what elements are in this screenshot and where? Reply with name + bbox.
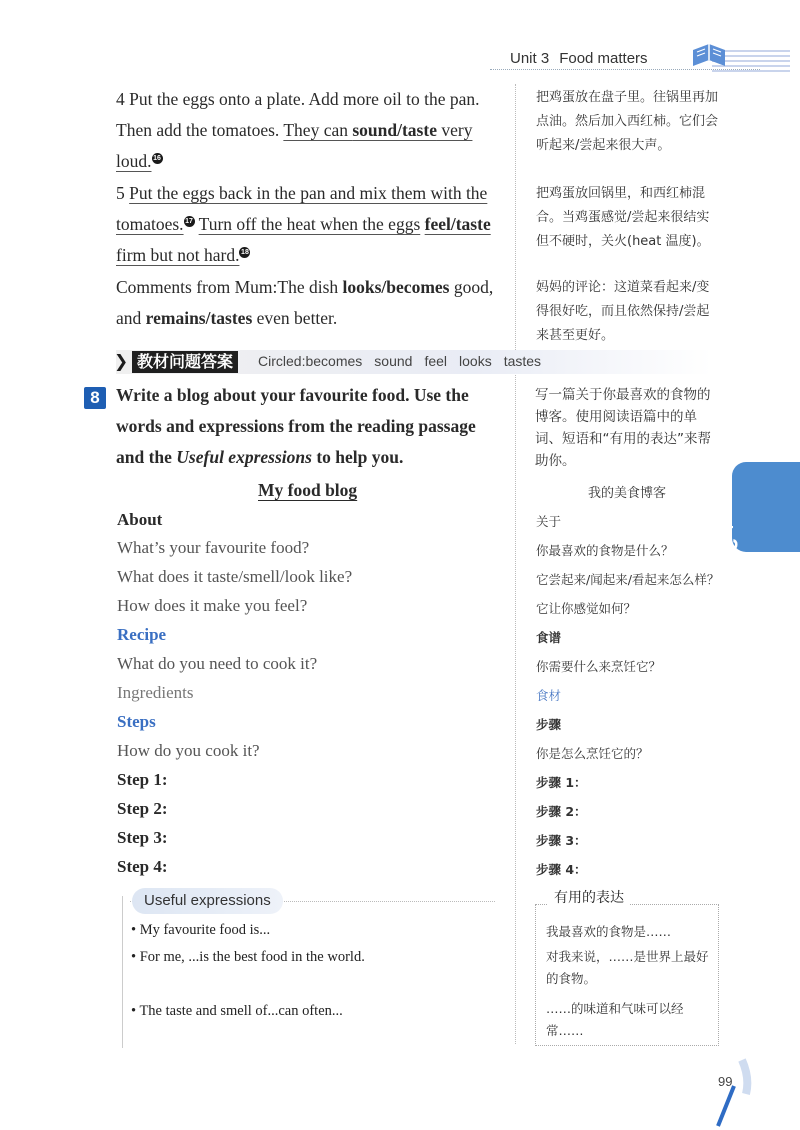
- useful-expression-item: • For me, ...is the best food in the world.: [131, 949, 365, 965]
- book-icon: [690, 42, 728, 72]
- blog-row-about-cn: 关于: [536, 514, 562, 529]
- blog-row-cn: 它让你感觉如何？: [536, 601, 637, 616]
- blog-title: My food blog: [258, 480, 358, 500]
- useful-expression-item: • The taste and smell of...can often...: [131, 1003, 343, 1019]
- note-marker-17: 17: [185, 218, 193, 226]
- step-number: 4: [116, 89, 125, 109]
- chevron-right-icon: ❯: [114, 352, 129, 371]
- blog-row-ingredients-cn: 食材: [536, 688, 562, 703]
- step-4-translation: 把鸡蛋放在盘子里。往锅里再加点油。然后加入西红柿。它们会听起来/尝起来很大声。: [536, 90, 719, 153]
- header-title: Food matters: [559, 50, 648, 67]
- blog-row-step-1: Step 1:: [117, 770, 168, 789]
- step-5: [116, 178, 506, 271]
- useful-expressions-title: Useful expressions: [132, 888, 283, 914]
- page-corner-decoration: [712, 1058, 752, 1128]
- page-number: 99: [718, 1074, 733, 1089]
- answer-text: Circled:becomes sound feel looks tastes: [258, 353, 542, 369]
- blog-row-steps-cn: 步骤: [536, 717, 562, 732]
- useful-expression-item: • My favourite food is...: [131, 922, 271, 938]
- answer-label: 教材问题答案: [132, 351, 238, 373]
- note-marker-18: 18: [241, 249, 249, 257]
- step-4: [116, 84, 506, 177]
- useful-expression-cn-item: ……的味道和气味可以经常……: [546, 1001, 684, 1038]
- header-unit: Unit 3: [510, 50, 550, 67]
- blog-row-step-3: Step 3:: [117, 828, 168, 847]
- blog-row-ingredients: Ingredients: [117, 683, 194, 702]
- exercise-8-prompt: Write a blog about your favourite food. Use the words and expressions from the reading passage and the Useful expressions to help you.: [116, 385, 476, 467]
- blog-title-translation: 我的美食博客: [588, 486, 667, 501]
- useful-expressions-cn-title: 有用的表达: [548, 887, 630, 907]
- step-underlined: Turn off the heat when the eggs: [198, 214, 421, 234]
- blog-row: What does it taste/smell/look like?: [117, 567, 353, 586]
- blog-row-step-3-cn: 步骤 3：: [536, 833, 587, 848]
- step-underlined-2: feel/taste firm but not hard.: [116, 214, 491, 265]
- step-text: Put the eggs onto a plate. Add more oil to the pan. Then add the tomatoes.: [116, 89, 480, 140]
- step-text: Put the eggs back in the pan and mix them with the tomatoes.: [116, 183, 488, 234]
- blog-row-cn: 你是怎么烹饪它的？: [536, 746, 649, 761]
- blog-row-cn: 你需要什么来烹饪它？: [536, 659, 662, 674]
- blog-row-step-4: Step 4:: [117, 857, 168, 876]
- mum-comments: Comments from Mum:The dish looks/becomes good, and remains/tastes even better.: [116, 277, 494, 328]
- running-header: [510, 50, 658, 67]
- blog-row: What do you need to cook it?: [117, 654, 318, 673]
- blog-row: How does it make you feel?: [117, 596, 308, 615]
- useful-expressions-box: [122, 896, 501, 1048]
- step-5-translation: 把鸡蛋放回锅里，和西红柿混合。当鸡蛋感觉/尝起来很结实但不硬时，关火(heat 温度)。: [536, 186, 710, 249]
- blog-row: What’s your favourite food?: [117, 538, 310, 557]
- exercise-number-badge: 8: [84, 387, 106, 409]
- note-marker-16: 16: [153, 155, 161, 163]
- step-underlined: They can sound/taste very loud.: [116, 120, 473, 171]
- unit-tab-label: Unit 3: [717, 505, 742, 551]
- useful-expression-cn-item: 对我来说，……是世界上最好的食物。: [546, 949, 709, 986]
- blog-row-cn: 你最喜欢的食物是什么？: [536, 543, 674, 558]
- blog-row-step-1-cn: 步骤 1：: [536, 775, 587, 790]
- useful-expression-cn-item: 我最喜欢的食物是……: [546, 924, 672, 939]
- blog-row-step-2: Step 2:: [117, 799, 168, 818]
- blog-row-recipe-cn: 食谱: [536, 630, 562, 645]
- unit-tab: [732, 462, 800, 552]
- blog-row: How do you cook it?: [117, 741, 260, 760]
- blog-row-cn: 它尝起来/闻起来/看起来怎么样？: [536, 572, 720, 587]
- blog-row-about: About: [117, 510, 163, 529]
- column-divider: [515, 84, 516, 1044]
- blog-row-recipe: Recipe: [117, 625, 167, 644]
- blog-row-step-2-cn: 步骤 2：: [536, 804, 587, 819]
- step-number: 5: [116, 183, 125, 203]
- exercise-8-translation: 写一篇关于你最喜欢的食物的博客。使用阅读语篇中的单词、短语和“有用的表达”来帮助你。: [535, 387, 711, 469]
- comments-translation: 妈妈的评论：这道菜看起来/变得很好吃，而且依然保持/尝起来甚至更好。: [536, 280, 710, 343]
- blog-row-steps: Steps: [117, 712, 156, 731]
- blog-row-step-4-cn: 步骤 4：: [536, 862, 587, 877]
